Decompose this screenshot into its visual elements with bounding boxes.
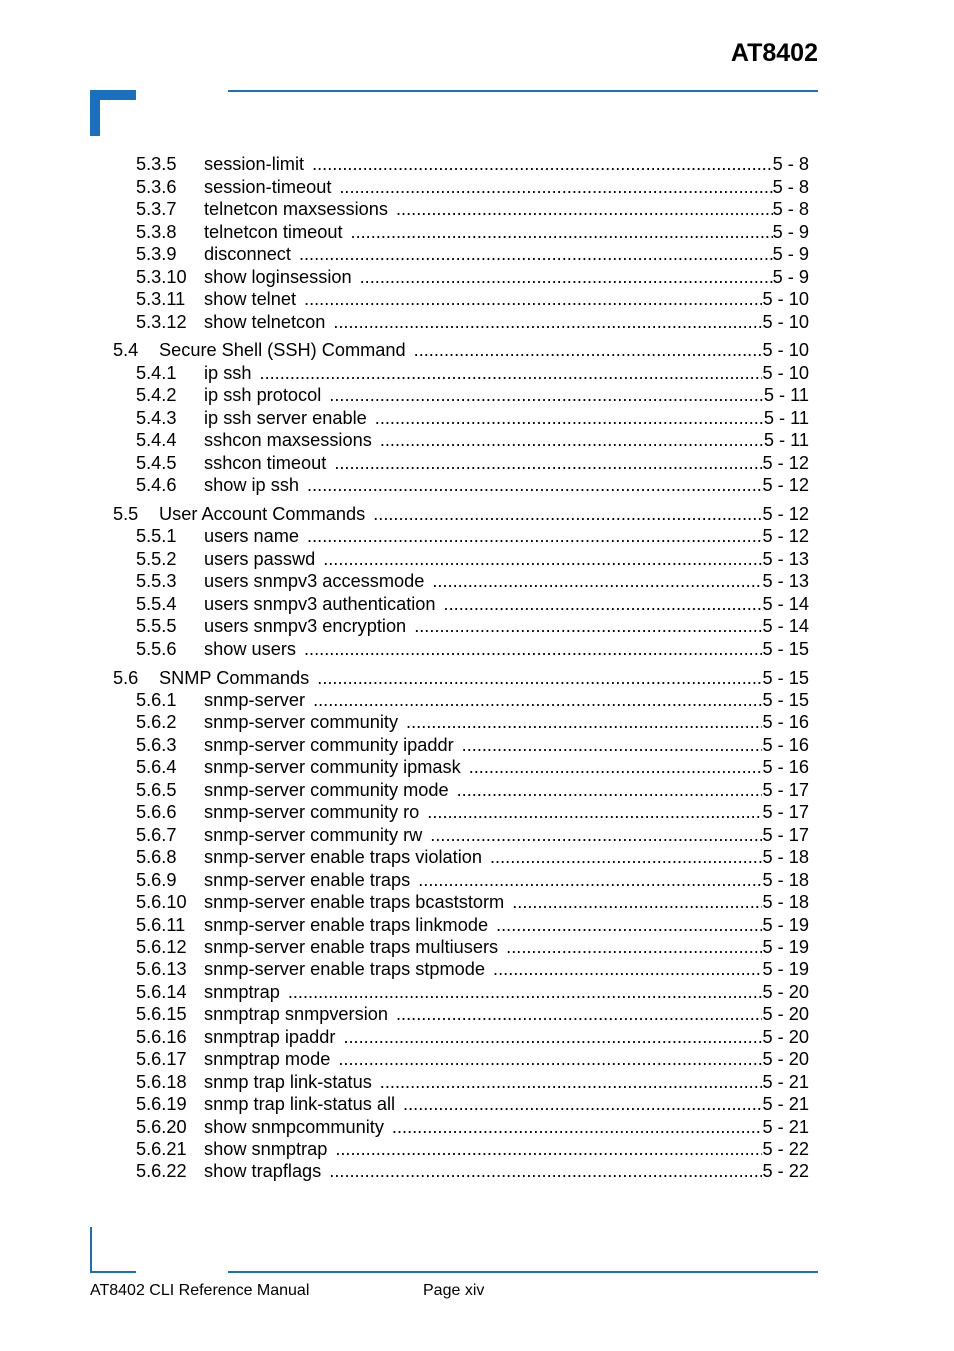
toc-entry[interactable] (136, 1160, 809, 1182)
toc-entry-page: 5 - 17 (762, 780, 809, 800)
dot-leader (457, 779, 763, 801)
toc-entry[interactable] (136, 474, 809, 496)
toc-entry-title: snmp-server enable traps violation (204, 847, 482, 867)
toc-entry-title: Secure Shell (SSH) Command (159, 340, 406, 360)
dot-leader (403, 1093, 762, 1115)
toc-entry[interactable] (136, 429, 809, 451)
dot-leader (396, 198, 773, 220)
toc-entry-title: snmp-server community ro (204, 802, 420, 822)
toc-entry-number: 5.3.9 (136, 244, 177, 264)
toc-entry-number: 5.3.5 (136, 154, 177, 174)
toc-entry-page: 5 - 15 (762, 639, 809, 659)
toc-entry-page: 5 - 12 (762, 475, 809, 495)
toc-entry-title: snmp-server enable traps stpmode (204, 959, 486, 979)
toc-entry-title: show telnet (204, 289, 297, 309)
footer-corner-horizontal (90, 1271, 136, 1273)
footer-manual-title: AT8402 CLI Reference Manual (90, 1282, 310, 1299)
toc-entry-title: SNMP Commands (159, 668, 310, 688)
toc-entry-page: 5 - 9 (772, 222, 809, 242)
dot-leader (338, 1048, 762, 1070)
dot-leader (462, 734, 763, 756)
toc-entry-page: 5 - 12 (762, 453, 809, 473)
toc-entry-title: snmp-server community mode (204, 780, 449, 800)
toc-entry[interactable] (136, 734, 809, 756)
toc-entry-title: disconnect (204, 244, 291, 264)
toc-entry[interactable] (136, 243, 809, 265)
toc-entry-number: 5.6.8 (136, 847, 177, 867)
toc-entry-number: 5.6.9 (136, 870, 177, 890)
toc-entry-number: 5.6.20 (136, 1117, 187, 1137)
toc-entry-title: show snmptrap (204, 1139, 328, 1159)
dot-leader (307, 474, 762, 496)
toc-entry-number: 5.6.22 (136, 1161, 187, 1181)
toc-entry-page: 5 - 14 (762, 594, 809, 614)
toc-entry[interactable] (136, 153, 809, 175)
toc-entry-title: users snmpv3 authentication (204, 594, 436, 614)
toc-entry-title: users snmpv3 encryption (204, 616, 407, 636)
toc-entry-number: 5.4.1 (136, 363, 177, 383)
toc-entry-number: 5.6.6 (136, 802, 177, 822)
toc-entry-title: session-timeout (204, 177, 332, 197)
footer-rule (228, 1271, 818, 1273)
dot-leader (430, 824, 762, 846)
footer-corner-vertical (90, 1227, 92, 1273)
dot-leader (493, 958, 762, 980)
toc-entry[interactable] (113, 339, 809, 361)
toc-entry-title: show telnetcon (204, 312, 326, 332)
toc-entry-page: 5 - 9 (772, 244, 809, 264)
toc-entry-page: 5 - 14 (762, 616, 809, 636)
toc-entry-page: 5 - 22 (762, 1161, 809, 1181)
toc-entry-title: snmp-server enable traps bcaststorm (204, 892, 505, 912)
toc-entry[interactable] (136, 176, 809, 198)
toc-entry-number: 5.6.16 (136, 1027, 187, 1047)
dot-leader (304, 288, 762, 310)
toc-entry[interactable] (136, 711, 809, 733)
toc-entry[interactable] (136, 593, 809, 615)
toc-entry-number: 5.4.3 (136, 408, 177, 428)
toc-entry[interactable] (136, 525, 809, 547)
toc-entry-title: snmptrap (204, 982, 280, 1002)
toc-entry[interactable] (136, 869, 809, 891)
dot-leader (418, 869, 762, 891)
toc-entry-number: 5.6.1 (136, 690, 177, 710)
toc-entry-title: snmptrap mode (204, 1049, 331, 1069)
toc-entry-number: 5.6.3 (136, 735, 177, 755)
toc-entry-title: snmp-server community rw (204, 825, 423, 845)
dot-leader (444, 593, 763, 615)
toc-entry[interactable] (113, 503, 809, 525)
toc-entry-title: sshcon timeout (204, 453, 327, 473)
toc-entry[interactable] (136, 914, 809, 936)
toc-entry-title: show trapflags (204, 1161, 322, 1181)
toc-entry-title: User Account Commands (159, 504, 366, 524)
toc-entry[interactable] (136, 452, 809, 474)
toc-entry-title: users passwd (204, 549, 316, 569)
dot-leader (396, 1003, 763, 1025)
dot-leader (414, 615, 762, 637)
toc-entry-number: 5.6.10 (136, 892, 187, 912)
toc-entry-number: 5.3.8 (136, 222, 177, 242)
toc-entry-page: 5 - 20 (762, 1049, 809, 1069)
dot-leader (335, 1138, 762, 1160)
dot-leader (304, 638, 762, 660)
toc-entry-page: 5 - 22 (762, 1139, 809, 1159)
toc-entry-title: telnetcon maxsessions (204, 199, 388, 219)
toc-entry-title: snmp-server community (204, 712, 399, 732)
toc-entry-number: 5.6.12 (136, 937, 187, 957)
toc-entry[interactable] (136, 638, 809, 660)
toc-entry[interactable] (136, 846, 809, 868)
dot-leader (333, 311, 762, 333)
toc-entry-page: 5 - 16 (762, 757, 809, 777)
toc-entry-number: 5.6.21 (136, 1139, 187, 1159)
dot-leader (360, 266, 773, 288)
dot-leader (427, 801, 762, 823)
toc-entry-page: 5 - 15 (762, 668, 809, 688)
toc-entry-title: show ip ssh (204, 475, 300, 495)
toc-entry-page: 5 - 10 (762, 289, 809, 309)
toc-entry-title: session-limit (204, 154, 305, 174)
toc-entry-number: 5.5 (113, 504, 139, 524)
dot-leader (317, 667, 762, 689)
toc-entry-number: 5.6.11 (136, 915, 186, 935)
toc-entry-title: snmptrap ipaddr (204, 1027, 336, 1047)
dot-leader (323, 548, 762, 570)
toc-entry-page: 5 - 20 (762, 1027, 809, 1047)
toc-entry[interactable] (136, 958, 809, 980)
toc-entry-title: snmp-server enable traps linkmode (204, 915, 489, 935)
toc-entry[interactable] (136, 801, 809, 823)
toc-entry-number: 5.6.19 (136, 1094, 187, 1114)
toc-entry-number: 5.5.2 (136, 549, 177, 569)
toc-entry-number: 5.3.12 (136, 312, 187, 332)
toc-entry-number: 5.6.13 (136, 959, 187, 979)
toc-entry-number: 5.3.6 (136, 177, 177, 197)
toc-entry-number: 5.4.6 (136, 475, 177, 495)
toc-entry-title: snmp trap link-status all (204, 1094, 396, 1114)
dot-leader (373, 503, 762, 525)
toc-entry-number: 5.4.5 (136, 453, 177, 473)
dot-leader (312, 153, 773, 175)
toc-entry-number: 5.3.10 (136, 267, 187, 287)
dot-leader (329, 1160, 762, 1182)
toc-entry-number: 5.5.1 (136, 526, 177, 546)
toc-entry[interactable] (136, 1093, 809, 1115)
toc-entry[interactable] (136, 548, 809, 570)
toc-entry[interactable] (136, 288, 809, 310)
toc-entry-number: 5.6.2 (136, 712, 177, 732)
toc-entry[interactable] (136, 1026, 809, 1048)
toc-entry-title: snmp-server community ipaddr (204, 735, 454, 755)
toc-entry-number: 5.4 (113, 340, 139, 360)
toc-entry[interactable] (113, 667, 809, 689)
toc-entry-page: 5 - 21 (762, 1094, 809, 1114)
toc-entry-page: 5 - 21 (762, 1117, 809, 1137)
dot-leader (343, 1026, 762, 1048)
toc-entry[interactable] (136, 198, 809, 220)
toc-entry-page: 5 - 17 (762, 802, 809, 822)
toc-entry[interactable] (136, 981, 809, 1003)
toc-entry-page: 5 - 20 (762, 982, 809, 1002)
toc-entry-page: 5 - 21 (762, 1072, 809, 1092)
toc-entry[interactable] (136, 756, 809, 778)
toc-entry[interactable] (136, 936, 809, 958)
toc-entry-number: 5.6.7 (136, 825, 177, 845)
toc-entry-title: snmp-server enable traps (204, 870, 411, 890)
toc-entry[interactable] (136, 689, 809, 711)
toc-entry-number: 5.5.4 (136, 594, 177, 614)
toc-entry-title: ip ssh (204, 363, 252, 383)
dot-leader (329, 384, 764, 406)
dot-leader (375, 407, 764, 429)
toc-entry-page: 5 - 15 (762, 690, 809, 710)
toc-entry-title: users name (204, 526, 300, 546)
toc-entry-title: snmp trap link-status (204, 1072, 372, 1092)
toc-entry-title: snmptrap snmpversion (204, 1004, 388, 1024)
toc-entry-number: 5.5.3 (136, 571, 177, 591)
toc-entry-title: snmp-server community ipmask (204, 757, 461, 777)
dot-leader (490, 846, 762, 868)
toc-entry-number: 5.6.4 (136, 757, 177, 777)
toc-entry-number: 5.6.15 (136, 1004, 187, 1024)
toc-entry-page: 5 - 8 (772, 199, 809, 219)
dot-leader (334, 452, 762, 474)
dot-leader (380, 1071, 763, 1093)
dot-leader (380, 429, 764, 451)
toc-entry-page: 5 - 13 (762, 549, 809, 569)
footer-page-number: Page xiv (423, 1282, 485, 1299)
dot-leader (339, 176, 772, 198)
toc-entry-number: 5.6.5 (136, 780, 177, 800)
toc-entry-number: 5.6.17 (136, 1049, 187, 1069)
toc-entry[interactable] (136, 1138, 809, 1160)
toc-entry-page: 5 - 20 (762, 1004, 809, 1024)
dot-leader (469, 756, 763, 778)
toc-entry-page: 5 - 19 (762, 915, 809, 935)
toc-entry-title: telnetcon timeout (204, 222, 343, 242)
toc-entry[interactable] (136, 891, 809, 913)
toc-entry-page: 5 - 18 (762, 870, 809, 890)
toc-entry-title: users snmpv3 accessmode (204, 571, 425, 591)
toc-entry-title: ip ssh protocol (204, 385, 322, 405)
toc-entry-number: 5.3.11 (136, 289, 186, 309)
toc-entry-page: 5 - 8 (772, 177, 809, 197)
toc-entry-number: 5.5.6 (136, 639, 177, 659)
toc-entry[interactable] (136, 824, 809, 846)
dot-leader (392, 1116, 763, 1138)
dot-leader (512, 891, 762, 913)
toc-entry-page: 5 - 8 (772, 154, 809, 174)
toc-entry[interactable] (136, 407, 809, 429)
toc-entry-title: show users (204, 639, 296, 659)
dot-leader (506, 936, 762, 958)
toc-entry-title: snmp-server enable traps multiusers (204, 937, 499, 957)
dot-leader (406, 711, 762, 733)
toc-entry-number: 5.4.4 (136, 430, 177, 450)
toc-entry-number: 5.5.5 (136, 616, 177, 636)
toc-entry-page: 5 - 18 (762, 847, 809, 867)
toc-entry[interactable] (136, 266, 809, 288)
toc-entry-number: 5.4.2 (136, 385, 177, 405)
toc-entry[interactable] (136, 779, 809, 801)
toc-entry-number: 5.6 (113, 668, 139, 688)
dot-leader (299, 243, 773, 265)
toc-entry[interactable] (136, 384, 809, 406)
toc-entry-page: 5 - 19 (762, 937, 809, 957)
dot-leader (313, 689, 762, 711)
toc-entry[interactable] (136, 1003, 809, 1025)
toc-entry-title: show snmpcommunity (204, 1117, 384, 1137)
toc-entry-number: 5.6.18 (136, 1072, 187, 1092)
dot-leader (432, 570, 762, 592)
toc-entry[interactable] (136, 615, 809, 637)
dot-leader (307, 525, 762, 547)
toc-entry-title: sshcon maxsessions (204, 430, 372, 450)
toc-entry-page: 5 - 18 (762, 892, 809, 912)
toc-entry[interactable] (136, 1048, 809, 1070)
toc-entry-page: 5 - 16 (762, 712, 809, 732)
toc-entry[interactable] (136, 362, 809, 384)
dot-leader (496, 914, 762, 936)
dot-leader (414, 339, 763, 361)
toc-entry-number: 5.3.7 (136, 199, 177, 219)
dot-leader (351, 221, 773, 243)
toc-entry[interactable] (136, 221, 809, 243)
toc-entry-page: 5 - 16 (762, 735, 809, 755)
toc-entry-page: 5 - 10 (762, 363, 809, 383)
toc-entry-page: 5 - 11 (763, 408, 809, 428)
toc-entry-page: 5 - 19 (762, 959, 809, 979)
toc-entry-title: show loginsession (204, 267, 352, 287)
toc-entry[interactable] (136, 1071, 809, 1093)
toc-entry-page: 5 - 9 (772, 267, 809, 287)
toc-entry[interactable] (136, 570, 809, 592)
toc-entry-page: 5 - 13 (762, 571, 809, 591)
toc-entry[interactable] (136, 311, 809, 333)
toc-entry-page: 5 - 11 (763, 430, 809, 450)
toc-entry-page: 5 - 12 (762, 526, 809, 546)
toc-entry-page: 5 - 10 (762, 340, 809, 360)
toc-entry[interactable] (136, 1116, 809, 1138)
toc-entry-number: 5.6.14 (136, 982, 187, 1002)
toc-entry-title: snmp-server (204, 690, 306, 710)
toc-entry-page: 5 - 11 (763, 385, 809, 405)
toc-entry-page: 5 - 12 (762, 504, 809, 524)
dot-leader (288, 981, 763, 1003)
toc-entry-page: 5 - 10 (762, 312, 809, 332)
document-title: AT8402 (730, 39, 818, 67)
toc-entry-page: 5 - 17 (762, 825, 809, 845)
dot-leader (260, 362, 763, 384)
toc-entry-title: ip ssh server enable (204, 408, 367, 428)
